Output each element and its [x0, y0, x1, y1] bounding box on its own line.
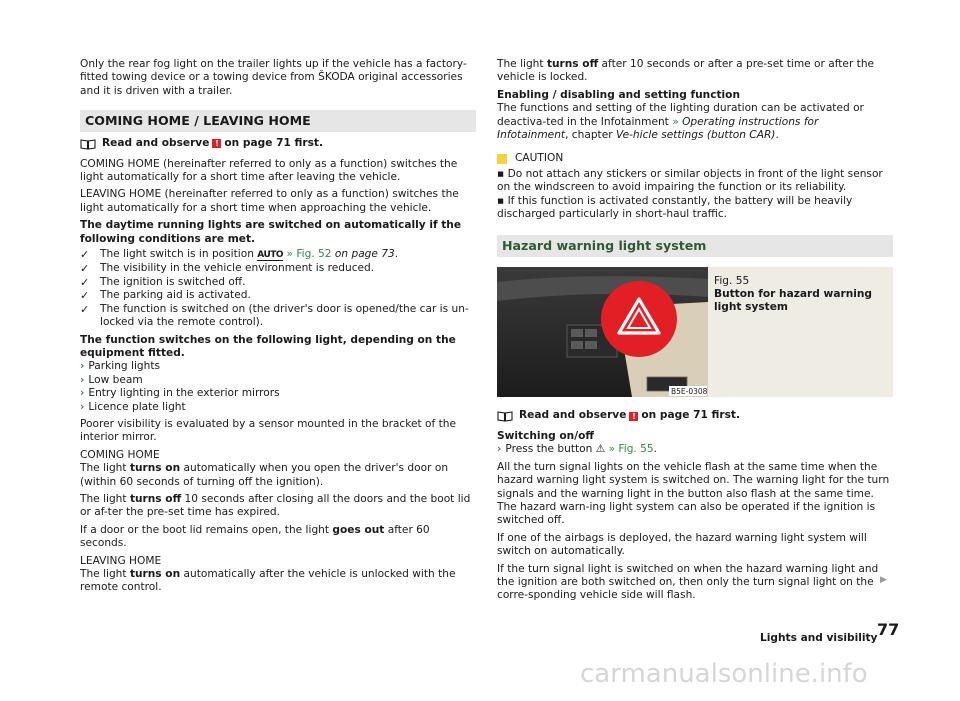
chevron-right-icon: › [80, 360, 85, 373]
figure-55 [497, 267, 893, 397]
left-column [80, 58, 476, 599]
lights-list [80, 360, 476, 414]
hazard-paragraph-3: If the turn signal light is switched on when the hazard warning light and the ignition are both switched on, then only the turn signal light on the corre-sponding vehicle side will flash. [497, 562, 879, 602]
hazard-paragraph-2: If one of the airbags is deployed, the hazard warning light system will switch on automatically. [497, 531, 867, 558]
coming-home-description: COMING HOME (hereinafter referred to only as a function) switches the light automatically for a short time after leaving the vehicle. [80, 157, 458, 184]
read-observe-page-link[interactable]: on page 71 first. [224, 137, 324, 150]
chevron-right-icon: › [80, 387, 85, 400]
leaving-home-description: LEAVING HOME (hereinafter referred to only as a function) switches the light automatically for a short time when approaching the vehicle. [80, 188, 459, 214]
fig-52-link[interactable]: » Fig. 52 [286, 248, 332, 261]
read-observe-page-link-2[interactable]: on page 71 first. [641, 409, 741, 422]
page-number: 77 [877, 620, 900, 639]
fig-55-link[interactable]: » Fig. 55 [608, 443, 654, 456]
daytime-heading: The daytime running lights are switched on automatically if the following conditions are met. [80, 219, 462, 245]
infotainment-link[interactable]: » [672, 115, 679, 128]
list-item: › Low beam [80, 373, 143, 386]
caution-icon [497, 154, 507, 164]
check-icon: ✓ [80, 275, 90, 289]
check-icon: ✓ [80, 289, 90, 303]
book-icon [80, 138, 96, 150]
hazard-triangle-icon: ⚠ [595, 443, 606, 456]
list-item: › Parking lights [80, 360, 161, 373]
conditions-list [80, 248, 476, 329]
hazard-button-photo [497, 267, 708, 397]
enable-paragraph: The functions and setting of the lighting duration can be activated or deactiva-ted in the Infotainment » Operating instructions for Infotainment, chapter Ve-hicle settings (button CAR). [497, 102, 864, 142]
list-item: ✓ The light switch is in position AUTO » Fig. 52 on page 73. [80, 248, 399, 262]
read-observe-note-2: Read and observe ! on page 71 first. [497, 409, 893, 422]
list-item: › Licence plate light [80, 400, 186, 413]
check-icon: ✓ [80, 248, 90, 262]
book-icon [497, 410, 513, 422]
section-title-hazard: Hazard warning light system [497, 235, 893, 257]
coming-home-turn-off: The light turns off 10 seconds after closing all the doors and the boot lid or af-ter the pre-set time has expired. [80, 492, 471, 519]
figure-caption [708, 267, 893, 397]
press-button-step: › Press the button ⚠ » Fig. 55 . [497, 443, 658, 456]
chevron-right-icon: › [80, 373, 85, 386]
chevron-right-icon: › [497, 443, 502, 456]
leaving-home-label: LEAVING HOME [80, 554, 162, 567]
intro-paragraph: Only the rear fog light on the trailer lights up if the vehicle has a factory-fitted towing device or a towing device from ŠKODA original accessories and it is driven with a trailer. [80, 58, 467, 97]
figure-code: B5E-0308 [671, 387, 708, 397]
watermark: carmanualsonline.info [580, 659, 868, 689]
hazard-paragraph-1: All the turn signal lights on the vehicle flash at the same time when the hazard warning light system is switched on. The warning light for the turn signals and the warning light in the button also flash at the same time. The hazard warn-ing light system can also be operated if the ignition is switched off. [497, 460, 890, 527]
function-heading: The function switches on the following light, depending on the equipment fitted. [80, 333, 456, 359]
dashboard-illustration [497, 267, 708, 397]
continue-arrow-icon: ▶ [880, 575, 887, 585]
chevron-right-icon: › [80, 400, 85, 413]
list-item: ▪ Do not attach any stickers or similar objects in front of the light sensor on the windscreen to avoid impairing the function or its reliability. [497, 167, 883, 194]
auto-symbol: AUTO [257, 250, 284, 261]
sensor-paragraph: Poorer visibility is evaluated by a sensor mounted in the bracket of the interior mirror. [80, 417, 456, 444]
list-item: ✓ The ignition is switched off. [80, 275, 246, 289]
right-column [497, 58, 893, 607]
footer-chapter-title: Lights and visibility [760, 632, 878, 644]
list-item: ✓ The function is switched on (the driver's door is opened/the car is un-locked via the remote control). [80, 302, 469, 329]
list-item: › Entry lighting in the exterior mirrors [80, 387, 280, 400]
check-icon: ✓ [80, 262, 90, 276]
coming-home-turn-on: The light turns on automatically when you open the driver's door on (within 60 seconds of turning off the ignition). [80, 462, 449, 488]
turn-off-paragraph: The light turns off after 10 seconds or after a pre-set time or after the vehicle is locked. [497, 58, 875, 84]
door-open-paragraph: If a door or the boot lid remains open, the light goes out after 60 seconds. [80, 523, 430, 550]
read-observe-note: Read and observe ! on page 71 first. [80, 137, 476, 150]
list-item: ✓ The parking aid is activated. [80, 289, 251, 303]
switch-heading: Switching on/off [497, 429, 594, 442]
list-item: ✓ The visibility in the vehicle environment is reduced. [80, 262, 375, 276]
check-icon: ✓ [80, 302, 90, 316]
figure-caption-text: Button for hazard warning light system [714, 288, 873, 314]
list-item: ▪ If this function is activated constantly, the battery will be heavily discharged particularly in short-haul traffic. [497, 194, 853, 221]
leaving-home-turn-on: The light turns on automatically after the vehicle is unlocked with the remote control. [80, 568, 456, 594]
warning-icon: ! [629, 412, 638, 421]
figure-number: Fig. 55 [714, 275, 750, 288]
warning-icon: ! [212, 139, 221, 148]
coming-home-label: COMING HOME [80, 448, 160, 461]
caution-list [497, 168, 893, 222]
enable-heading: Enabling / disabling and setting function [497, 88, 740, 101]
section-title-coming-home: COMING HOME / LEAVING HOME [80, 110, 476, 132]
caution-heading: CAUTION [497, 152, 893, 165]
